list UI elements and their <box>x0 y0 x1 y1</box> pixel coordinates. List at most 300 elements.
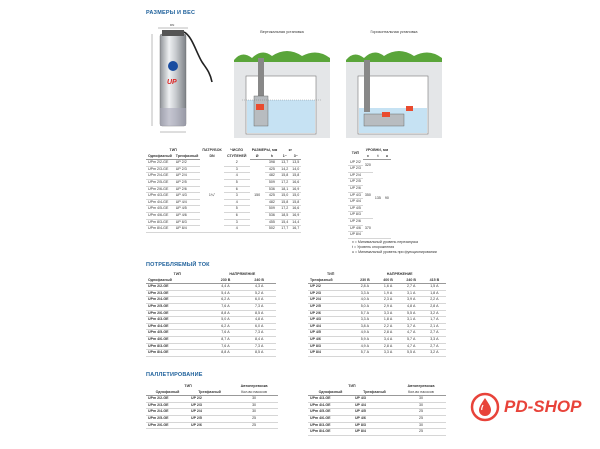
current-value: 4,0 А <box>353 297 376 304</box>
type-3ph: UP 4/6 <box>308 336 353 343</box>
table-row <box>146 290 276 297</box>
level-type: UP 2/4 <box>348 172 363 179</box>
stages: 5 <box>224 206 250 213</box>
current-240: 4,3 А <box>242 284 276 291</box>
stages: 5 <box>224 179 250 186</box>
type-3ph: UP 4/6 <box>174 212 201 219</box>
type-1ph: UPm 4/3-GE <box>146 317 209 324</box>
pallet-qty: 25 <box>396 429 446 436</box>
type-3ph: UP 2/4 <box>189 409 230 416</box>
note-u: u = Минимальный уровень при функционировании <box>352 250 437 255</box>
type-3ph: UP 4/5 <box>308 330 353 337</box>
type-1ph: UPm 8/4-GE <box>146 350 209 357</box>
table-row <box>308 396 446 403</box>
weight-1ph: 15,0 <box>279 193 290 200</box>
height: 509 <box>265 179 280 186</box>
table-row <box>146 396 278 403</box>
current-230: 7,6 А <box>209 330 243 337</box>
pal2-header-qty: Кол-во насосов <box>396 390 446 396</box>
type-3ph: UP 4/3 <box>308 317 353 324</box>
sizes-header-kg1: 1~ <box>279 154 290 160</box>
type-1ph: UPm 2/4-GE <box>146 173 174 180</box>
type-3ph: UP 2/2 <box>308 284 353 291</box>
level-type: UP 8/3 <box>348 212 363 219</box>
table-row <box>308 350 446 357</box>
pal1-header-3ph: Трехфазный <box>189 390 230 396</box>
type-1ph: UPm 4/6-GE <box>146 212 174 219</box>
current-230: 6,2 А <box>209 297 243 304</box>
current-value: 3,1 А <box>400 317 423 324</box>
type-3ph: UP 2/4 <box>308 297 353 304</box>
table-row <box>146 402 278 409</box>
type-1ph: UPm 4/6-GE <box>308 415 353 422</box>
current-240: 4,8 А <box>242 317 276 324</box>
cur3-header-volt: НАПРЯЖЕНИЕ <box>386 272 413 276</box>
table-row <box>146 297 276 304</box>
height: 502 <box>265 226 280 233</box>
weight-3ph: 15,8 <box>290 173 301 180</box>
cur3-header-v1: 400 В <box>376 278 399 284</box>
current-value: 2,2 А <box>376 323 399 330</box>
table-row <box>146 303 276 310</box>
current-1ph-table <box>146 272 276 357</box>
type-1ph: UPm 2/2-GE <box>146 284 209 291</box>
table-row <box>146 409 278 416</box>
weight-3ph: 14,4 <box>290 219 301 226</box>
stages: 4 <box>224 226 250 233</box>
table-row <box>308 336 446 343</box>
pal2-header-1ph: Однофазный <box>308 390 353 396</box>
current-230: 5,0 А <box>209 317 243 324</box>
current-value: 2,8 А <box>353 284 376 291</box>
current-value: 4,9 А <box>353 330 376 337</box>
type-3ph: UP 2/4 <box>174 173 201 180</box>
height: 482 <box>265 173 280 180</box>
table-row <box>146 323 276 330</box>
table-row <box>308 429 446 436</box>
weight-3ph: 13,5 <box>290 160 301 167</box>
current-230: 8,7 А <box>209 336 243 343</box>
current-value: 2,3 А <box>376 297 399 304</box>
type-3ph: UP 4/4 <box>174 199 201 206</box>
current-value: 2,7 А <box>423 343 446 350</box>
type-1ph: UPm 4/4-GE <box>308 402 353 409</box>
pal1-header-qty: Кол-во насосов <box>230 390 278 396</box>
type-3ph: UP 2/5 <box>189 415 230 422</box>
current-value: 2,7 А <box>400 284 423 291</box>
table-row <box>146 343 276 350</box>
type-1ph: UPm 2/6-GE <box>146 422 189 429</box>
table-row <box>308 290 446 297</box>
type-1ph: UPm 2/2-GE <box>146 160 174 167</box>
pallet-qty: 30 <box>230 396 278 403</box>
stages: 6 <box>224 212 250 219</box>
type-3ph: UP 8/3 <box>308 343 353 350</box>
current-240: 8,5 А <box>242 350 276 357</box>
table-row <box>146 186 301 193</box>
current-value: 4,9 А <box>353 343 376 350</box>
type-3ph: UP 8/4 <box>308 350 353 357</box>
type-3ph: UP 2/2 <box>189 396 230 403</box>
note-x: x = Минимальный уровень перезапуска <box>352 240 419 244</box>
type-3ph: UP 2/5 <box>308 303 353 310</box>
current-value: 1,9 А <box>376 290 399 297</box>
weight-1ph: 14,2 <box>279 166 290 173</box>
stages: 4 <box>224 199 250 206</box>
section-title-power: ПОТРЕБЛЯЕМЫЙ ТОК <box>146 262 210 268</box>
level-x: 320 <box>363 160 373 173</box>
sizes-header-dn: ПАТРУБОК DN <box>202 148 222 158</box>
height: 455 <box>265 219 280 226</box>
weight-3ph: 16,7 <box>290 226 301 233</box>
sizes-header-dims: РАЗМЕРЫ, мм <box>251 148 278 152</box>
stages: 3 <box>224 219 250 226</box>
type-3ph: UP 2/3 <box>189 402 230 409</box>
pal2-header-type: ТИП <box>348 384 356 388</box>
current-value: 3,8 А <box>353 323 376 330</box>
table-row <box>146 179 301 186</box>
current-value: 3,3 А <box>376 310 399 317</box>
pump-drawing <box>140 22 226 140</box>
level-type: UP 2/5 <box>348 179 363 186</box>
weight-3ph: 16,9 <box>290 186 301 193</box>
pal1-header-type: ТИП <box>184 384 192 388</box>
height: 398 <box>265 160 280 167</box>
height: 425 <box>265 193 280 200</box>
cur3-header-v0: 230 В <box>353 278 376 284</box>
table-row <box>308 310 446 317</box>
weight-1ph: 17,7 <box>279 226 290 233</box>
current-value: 3,2 А <box>423 310 446 317</box>
current-240: 6,0 А <box>242 297 276 304</box>
sizes-header-3ph: Трехфазный <box>174 154 201 160</box>
level-type: UP 2/3 <box>348 166 363 173</box>
type-1ph: UPm 8/4-GE <box>308 429 353 436</box>
pal1-header-1ph: Однофазный <box>146 390 189 396</box>
cur1-header-1ph: Однофазный <box>146 278 209 284</box>
pallet-qty: 25 <box>230 415 278 422</box>
current-value: 5,0 А <box>353 303 376 310</box>
type-1ph: UPm 2/6-GE <box>146 186 174 193</box>
current-240: 7,3 А <box>242 343 276 350</box>
type-1ph: UPm 4/5-GE <box>146 330 209 337</box>
cur3-header-type: ТИП <box>326 272 335 276</box>
type-3ph: UP 2/5 <box>174 179 201 186</box>
table-row <box>146 219 301 226</box>
type-3ph: UP 4/5 <box>174 206 201 213</box>
current-value: 2,8 А <box>423 303 446 310</box>
sizes-header-kg3: 3~ <box>290 154 301 160</box>
type-1ph: UPm 4/3-GE <box>308 396 353 403</box>
pallet-qty: 30 <box>230 402 278 409</box>
type-3ph: UP 8/3 <box>353 422 396 429</box>
current-value: 1,5 А <box>423 284 446 291</box>
level-type: UP 2/6 <box>348 219 363 226</box>
pal1-header-truck: Автоперевозка <box>240 384 268 388</box>
type-1ph: UPm 2/4-GE <box>146 409 189 416</box>
type-1ph: UPm 4/5-GE <box>308 409 353 416</box>
stages: 3 <box>224 193 250 200</box>
type-1ph: UPm 8/3-GE <box>146 343 209 350</box>
table-row <box>308 323 446 330</box>
section-title-sizes: РАЗМЕРЫ И ВЕС <box>146 10 196 16</box>
pallet-table-1 <box>146 384 278 429</box>
pd-shop-logo[interactable] <box>470 392 590 422</box>
dn-value: 1¼" <box>200 160 223 233</box>
table-row <box>146 310 276 317</box>
weight-1ph: 13,7 <box>279 160 290 167</box>
sizes-header-stages: ЧИСЛО СТУПЕНЕЙ <box>226 148 247 158</box>
cur1-header-type: ТИП <box>173 272 182 276</box>
pal2-header-truck: Автоперевозка <box>407 384 435 388</box>
current-240: 6,0 А <box>242 323 276 330</box>
type-1ph: UPm 2/4-GE <box>146 297 209 304</box>
table-row <box>308 330 446 337</box>
type-3ph: UP 8/4 <box>174 226 201 233</box>
current-value: 2,8 А <box>376 343 399 350</box>
table-row <box>146 422 278 429</box>
current-value: 5,7 А <box>353 350 376 357</box>
levels-notes <box>352 240 462 256</box>
table-row <box>308 284 446 291</box>
cur3-header-v2: 240 В <box>400 278 423 284</box>
weight-1ph: 15,8 <box>279 199 290 206</box>
stages: 6 <box>224 186 250 193</box>
table-row <box>348 160 391 166</box>
current-value: 1,8 А <box>423 290 446 297</box>
current-value: 3,9 А <box>400 297 423 304</box>
weight-3ph: 15,0 <box>290 193 301 200</box>
table-row <box>146 212 301 219</box>
current-value: 2,8 А <box>376 330 399 337</box>
table-row <box>146 415 278 422</box>
levels-header-type: ТИП <box>351 151 360 156</box>
weight-1ph: 18,1 <box>279 186 290 193</box>
sizes-header-1ph: Однофазный <box>146 154 174 160</box>
table-row <box>146 160 301 167</box>
table-row <box>308 422 446 429</box>
type-3ph: UP 4/3 <box>174 193 201 200</box>
table-row <box>308 415 446 422</box>
current-value: 3,1 А <box>400 290 423 297</box>
weight-1ph: 15,4 <box>279 219 290 226</box>
horizontal-install-label: Горизонтальная установка <box>370 30 418 34</box>
level-type: UP 4/3 <box>348 192 363 199</box>
vertical-install-drawing <box>232 38 332 138</box>
logo-text: PD-SHOP <box>504 397 582 416</box>
current-230: 7,6 А <box>209 343 243 350</box>
current-value: 5,7 А <box>353 310 376 317</box>
table-row <box>308 297 446 304</box>
type-1ph: UPm 8/3-GE <box>308 422 353 429</box>
level-type: UP 8/4 <box>348 232 363 239</box>
weight-3ph: 16,6 <box>290 179 301 186</box>
brand-label: UP <box>167 79 177 86</box>
table-row <box>146 166 301 173</box>
type-1ph: UPm 2/3-GE <box>146 166 174 173</box>
pallet-qty: 30 <box>396 396 446 403</box>
table-row <box>146 330 276 337</box>
type-3ph: UP 2/2 <box>174 160 201 167</box>
type-1ph: UPm 8/4-GE <box>146 226 174 233</box>
current-value: 3,3 А <box>376 350 399 357</box>
table-row <box>146 173 301 180</box>
pallet-qty: 30 <box>396 402 446 409</box>
current-value: 1,7 А <box>423 317 446 324</box>
current-value: 5,9 А <box>353 336 376 343</box>
current-value: 4,7 А <box>400 330 423 337</box>
current-value: 3,3 А <box>423 336 446 343</box>
weight-1ph: 17,2 <box>279 179 290 186</box>
table-row <box>308 317 446 324</box>
table-row <box>146 336 276 343</box>
weight-1ph: 15,8 <box>279 173 290 180</box>
type-3ph: UP 4/6 <box>353 415 396 422</box>
level-type: UP 4/6 <box>348 225 363 232</box>
table-row <box>308 343 446 350</box>
table-row <box>146 226 301 233</box>
pallet-qty: 25 <box>396 415 446 422</box>
weight-3ph: 16,9 <box>290 212 301 219</box>
weight-1ph: 18,5 <box>279 212 290 219</box>
current-230: 4,4 А <box>209 284 243 291</box>
pal2-header-3ph: Трехфазный <box>353 390 396 396</box>
levels-header-u: u <box>383 154 391 160</box>
type-1ph: UPm 2/3-GE <box>146 402 189 409</box>
type-1ph: UPm 8/3-GE <box>146 219 174 226</box>
note-t: t = Уровень опорожнения <box>352 245 395 250</box>
weight-1ph: 17,2 <box>279 206 290 213</box>
current-value: 2,1 А <box>423 323 446 330</box>
type-1ph: UPm 2/2-GE <box>146 396 189 403</box>
levels-header-t: t <box>373 154 383 160</box>
current-230: 7,6 А <box>209 303 243 310</box>
horizontal-install-drawing <box>344 38 444 138</box>
sizes-header-h: h <box>265 154 280 160</box>
height: 536 <box>265 212 280 219</box>
weight-3ph: 15,8 <box>290 199 301 206</box>
level-x: 350 <box>363 172 373 218</box>
pallet-table-2 <box>308 384 446 436</box>
type-1ph: UPm 4/3-GE <box>146 193 174 200</box>
cur1-header-v2: 240 В <box>242 278 276 284</box>
cur1-header-v1: 230 В <box>209 278 243 284</box>
type-3ph: UP 8/4 <box>353 429 396 436</box>
level-x: 370 <box>363 219 373 239</box>
cur1-header-volt: НАПРЯЖЕНИЕ <box>229 272 256 276</box>
current-value: 2,7 А <box>423 330 446 337</box>
diameter-value: 150 <box>250 160 265 233</box>
type-3ph: UP 4/4 <box>353 402 396 409</box>
current-230: 5,4 А <box>209 290 243 297</box>
vertical-install-label: Вертикальная установка <box>260 30 304 34</box>
type-3ph: UP 2/3 <box>308 290 353 297</box>
current-230: 6,2 А <box>209 323 243 330</box>
weight-3ph: 16,6 <box>290 206 301 213</box>
levels-table <box>348 148 391 239</box>
type-1ph: UPm 4/4-GE <box>146 199 174 206</box>
current-value: 5,5 А <box>400 350 423 357</box>
type-3ph: UP 8/3 <box>174 219 201 226</box>
current-3ph-table <box>308 272 446 357</box>
current-value: 2,2 А <box>423 297 446 304</box>
type-3ph: UP 4/4 <box>308 323 353 330</box>
type-3ph: UP 2/3 <box>174 166 201 173</box>
current-240: 8,5 А <box>242 310 276 317</box>
current-value: 2,9 А <box>376 303 399 310</box>
droplet-icon <box>470 392 500 422</box>
pallet-qty: 30 <box>396 422 446 429</box>
table-row <box>308 409 446 416</box>
height: 509 <box>265 206 280 213</box>
type-1ph: UPm 2/6-GE <box>146 310 209 317</box>
type-1ph: UPm 2/5-GE <box>146 303 209 310</box>
stages: 2 <box>224 160 250 167</box>
current-240: 8,4 А <box>242 336 276 343</box>
type-1ph: UPm 4/6-GE <box>146 336 209 343</box>
sizes-table <box>146 148 301 233</box>
table-row <box>308 303 446 310</box>
level-type: UP 2/6 <box>348 186 363 193</box>
type-1ph: UPm 4/5-GE <box>146 206 174 213</box>
current-value: 5,5 А <box>400 310 423 317</box>
level-t: 135 <box>373 160 383 239</box>
current-value: 4,7 А <box>400 343 423 350</box>
sizes-header-d: Ø <box>250 154 265 160</box>
table-row <box>308 402 446 409</box>
table-row <box>146 199 301 206</box>
table-row <box>146 206 301 213</box>
type-1ph: UPm 2/5-GE <box>146 179 174 186</box>
pallet-qty: 25 <box>230 422 278 429</box>
height: 536 <box>265 186 280 193</box>
current-value: 3,7 А <box>400 323 423 330</box>
section-title-pallet: ПАЛЛЕТИРОВАНИЕ <box>146 372 203 378</box>
current-240: 7,3 А <box>242 330 276 337</box>
pallet-qty: 30 <box>230 409 278 416</box>
current-value: 3,2 А <box>423 350 446 357</box>
table-row <box>146 317 276 324</box>
sizes-header-type: ТИП <box>169 148 177 152</box>
type-1ph: UPm 2/3-GE <box>146 290 209 297</box>
level-u: 90 <box>383 160 391 239</box>
table-row <box>146 284 276 291</box>
weight-3ph: 14,0 <box>290 166 301 173</box>
height: 482 <box>265 199 280 206</box>
current-240: 7,3 А <box>242 303 276 310</box>
dn-label: DN <box>170 23 175 27</box>
cur3-header-v3: 415 В <box>423 278 446 284</box>
type-3ph: UP 2/6 <box>174 186 201 193</box>
current-value: 5,7 А <box>400 336 423 343</box>
type-1ph: UPm 2/5-GE <box>146 415 189 422</box>
levels-header-x: x <box>363 154 373 160</box>
current-value: 1,6 А <box>376 284 399 291</box>
pallet-qty: 25 <box>396 409 446 416</box>
type-1ph: UPm 4/4-GE <box>146 323 209 330</box>
current-value: 1,8 А <box>376 317 399 324</box>
type-3ph: UP 2/6 <box>189 422 230 429</box>
current-value: 3,3 А <box>353 317 376 324</box>
current-value: 3,4 А <box>376 336 399 343</box>
current-value: 3,3 А <box>353 290 376 297</box>
height: 425 <box>265 166 280 173</box>
sizes-header-kg: кг <box>288 148 292 152</box>
type-3ph: UP 2/6 <box>308 310 353 317</box>
table-row <box>146 193 301 200</box>
level-type: UP 2/2 <box>348 160 363 166</box>
level-type: UP 4/5 <box>348 205 363 212</box>
